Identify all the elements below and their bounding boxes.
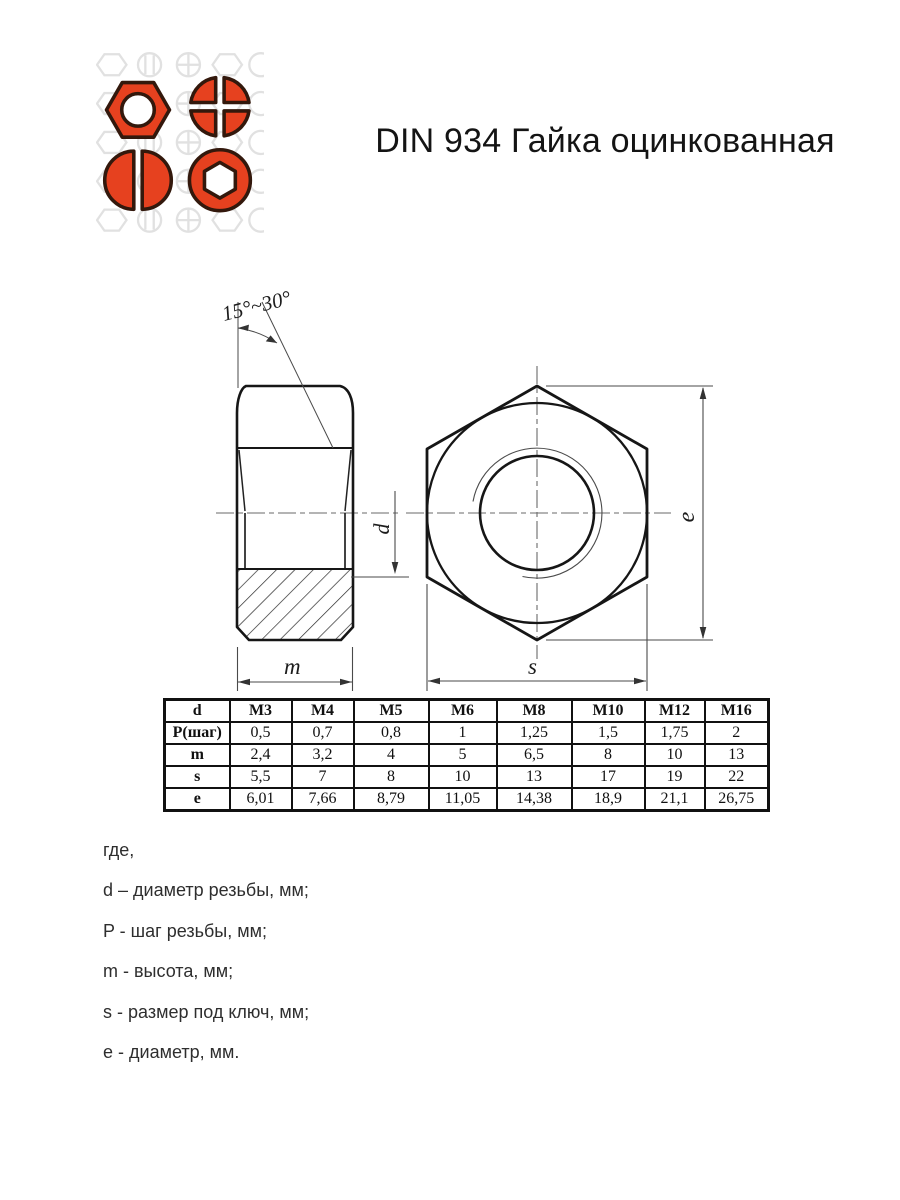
d-arrow-down xyxy=(392,562,399,574)
spec-table-cell: 4 xyxy=(354,744,429,766)
spec-table-header-cell: M3 xyxy=(230,700,292,723)
legend-item: m - высота, мм; xyxy=(103,961,234,982)
spec-table-cell: 0,7 xyxy=(292,722,354,744)
e-arrow-down xyxy=(700,627,707,639)
legend-items xyxy=(103,871,309,1074)
dim-label-m: m xyxy=(284,654,301,679)
spec-table-header-cell: M8 xyxy=(497,700,572,723)
dim-label-e: e xyxy=(674,511,700,523)
spec-table-cell: 26,75 xyxy=(705,788,769,811)
angle-arrow-left xyxy=(238,325,249,331)
spec-table-cell: 5 xyxy=(429,744,497,766)
spec-table-cell: 1,75 xyxy=(645,722,705,744)
spec-table-cell: 1,25 xyxy=(497,722,572,744)
flank-line-right xyxy=(345,450,351,511)
side-view xyxy=(216,285,409,691)
spec-table-cell: 5,5 xyxy=(230,766,292,788)
spec-table-cell: 0,8 xyxy=(354,722,429,744)
spec-table-row xyxy=(165,722,769,744)
s-arrow-right xyxy=(634,678,646,685)
legend xyxy=(103,830,309,1073)
spec-table-header-cell: M4 xyxy=(292,700,354,723)
spec-table-cell: 2,4 xyxy=(230,744,292,766)
spec-table-cell: 6,5 xyxy=(497,744,572,766)
spec-table-cell: 13 xyxy=(497,766,572,788)
s-arrow-left xyxy=(428,678,440,685)
brand-logo xyxy=(96,52,264,236)
spec-table-cell: 10 xyxy=(429,766,497,788)
spec-table-cell: 3,2 xyxy=(292,744,354,766)
spec-table-cell: 8 xyxy=(572,744,645,766)
spec-table-header-cell: d xyxy=(165,700,230,723)
spec-table-cell: 1,5 xyxy=(572,722,645,744)
spec-table-cell: 2 xyxy=(705,722,769,744)
spec-table-cell: 8 xyxy=(354,766,429,788)
spec-table-header-cell: M5 xyxy=(354,700,429,723)
spec-table-cell: 11,05 xyxy=(429,788,497,811)
spec-table-cell: 22 xyxy=(705,766,769,788)
spec-table-cell: 19 xyxy=(645,766,705,788)
spec-table-cell: 18,9 xyxy=(572,788,645,811)
technical-drawing xyxy=(180,285,735,705)
spec-table xyxy=(163,698,770,812)
drawing-canvas xyxy=(180,285,735,705)
spec-table-cell: 21,1 xyxy=(645,788,705,811)
fastener-logo-icon xyxy=(96,52,264,236)
angle-arrow-right xyxy=(266,335,277,343)
spec-table-cell: 14,38 xyxy=(497,788,572,811)
spec-table-row-label: m xyxy=(165,744,230,766)
spec-table-header-cell: M10 xyxy=(572,700,645,723)
flank-line-left xyxy=(239,450,245,511)
spec-table-cell: 1 xyxy=(429,722,497,744)
spec-table-cell: 0,5 xyxy=(230,722,292,744)
legend-intro: где, xyxy=(103,839,135,860)
hex-nut-icon xyxy=(107,83,170,138)
page-title: DIN 934 Гайка оцинкованная xyxy=(375,122,835,160)
spec-table-row xyxy=(165,766,769,788)
dim-label-s: s xyxy=(528,654,537,679)
m-arrow-left xyxy=(238,679,250,686)
spec-table-cell: 6,01 xyxy=(230,788,292,811)
legend-item: s - размер под ключ, мм; xyxy=(103,1001,310,1022)
spec-table-body xyxy=(165,722,769,811)
spec-table-cell: 7,66 xyxy=(292,788,354,811)
face-view xyxy=(406,366,713,691)
spec-table-header-cell: M6 xyxy=(429,700,497,723)
dim-label-d: d xyxy=(369,523,394,535)
chamfer-angle-callout xyxy=(238,302,333,448)
legend-item: d – диаметр резьбы, мм; xyxy=(103,880,309,901)
spec-table-header-cell: M12 xyxy=(645,700,705,723)
spec-table-header-cell: M16 xyxy=(705,700,769,723)
spec-table-cell: 17 xyxy=(572,766,645,788)
spec-table-row-label: P(шаг) xyxy=(165,722,230,744)
angle-label: 15°~30° xyxy=(219,285,294,326)
e-arrow-up xyxy=(700,387,707,399)
m-arrow-right xyxy=(340,679,352,686)
legend-item: P - шаг резьбы, мм; xyxy=(103,920,267,941)
spec-table-cell: 7 xyxy=(292,766,354,788)
spec-table-cell: 13 xyxy=(705,744,769,766)
spec-table-cell: 8,79 xyxy=(354,788,429,811)
spec-table-row xyxy=(165,744,769,766)
spec-table-row xyxy=(165,788,769,811)
legend-item: e - диаметр, мм. xyxy=(103,1042,240,1063)
spec-table-row-label: s xyxy=(165,766,230,788)
spec-table-row-label: e xyxy=(165,788,230,811)
hex-socket-icon xyxy=(189,150,250,211)
spec-table-header-row xyxy=(165,700,769,723)
spec-table-cell: 10 xyxy=(645,744,705,766)
section-hatch xyxy=(237,569,353,640)
